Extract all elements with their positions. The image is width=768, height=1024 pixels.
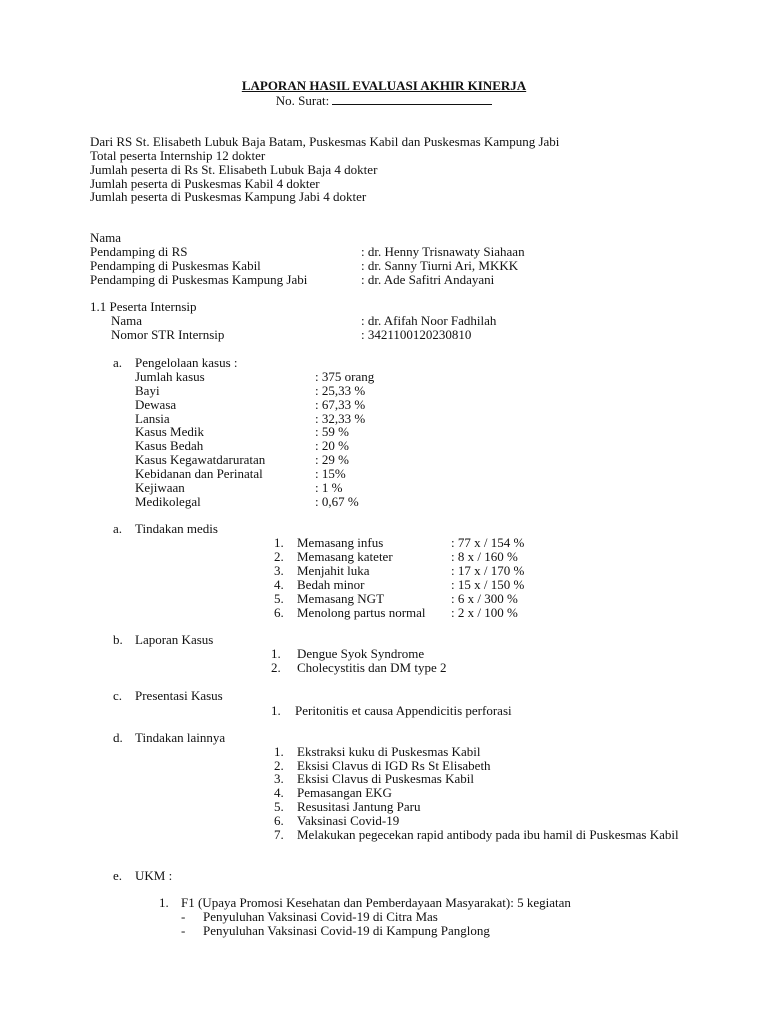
peserta-label: Nama — [111, 313, 143, 328]
peserta-value: : 3421100120230810 — [361, 327, 472, 342]
laporan-kasus-marker: b. — [113, 632, 123, 647]
intro-line: Jumlah peserta di Rs St. Elisabeth Lubuk Baja 4 dokter — [90, 162, 378, 177]
ukm-f1-label: F1 (Upaya Promosi Kesehatan dan Pemberdayaan Masyarakat): 5 kegiatan — [181, 895, 571, 910]
item-label: Melakukan pegecekan rapid antibody pada ibu hamil di Puskesmas Kabil — [297, 827, 679, 842]
ukm-marker: e. — [113, 868, 123, 883]
pengelolaan-heading: Pengelolaan kasus : — [135, 355, 238, 370]
intro-line: Jumlah peserta di Puskesmas Kabil 4 dokter — [90, 176, 320, 191]
tindakan-medis-marker: a. — [113, 521, 123, 536]
item-label: Menolong partus normal — [297, 605, 426, 620]
item-number: 5. — [274, 799, 284, 814]
item-number: 3. — [274, 771, 284, 786]
pengelolaan-label: Bayi — [135, 383, 160, 398]
pengelolaan-value: : 20 % — [315, 438, 349, 453]
letter-number — [0, 93, 768, 108]
item-label: Memasang infus — [297, 535, 384, 550]
pengelolaan-label: Kejiwaan — [135, 480, 185, 495]
item-label: Penyuluhan Vaksinasi Covid-19 di Citra Mas — [203, 909, 438, 924]
pengelolaan-label: Dewasa — [135, 397, 177, 412]
item-number: 2. — [274, 758, 284, 773]
item-number: 1. — [274, 535, 284, 550]
item-label: Memasang NGT — [297, 591, 385, 606]
item-number: 1. — [271, 646, 281, 661]
item-number: 4. — [274, 577, 284, 592]
pendamping-nama-label: Nama — [90, 230, 122, 245]
ukm-heading: UKM : — [135, 868, 173, 883]
pengelolaan-marker: a. — [113, 355, 123, 370]
pendamping-label: Pendamping di RS — [90, 244, 188, 259]
item-value: : 2 x / 100 % — [451, 605, 518, 620]
peserta-heading: 1.1 Peserta Internsip — [90, 299, 197, 314]
item-number: 5. — [274, 591, 284, 606]
item-number: 3. — [274, 563, 284, 578]
pengelolaan-label: Kasus Kegawatdaruratan — [135, 452, 266, 467]
tindakan-medis-heading: Tindakan medis — [135, 521, 218, 536]
item-value: : 17 x / 170 % — [451, 563, 525, 578]
pengelolaan-value: : 25,33 % — [315, 383, 366, 398]
item-label: Dengue Syok Syndrome — [297, 646, 425, 661]
pengelolaan-value: : 32,33 % — [315, 411, 366, 426]
item-label: Memasang kateter — [297, 549, 393, 564]
tindakan-lainnya-heading: Tindakan lainnya — [135, 730, 226, 745]
item-label: Pemasangan EKG — [297, 785, 392, 800]
intro-line: Jumlah peserta di Puskesmas Kampung Jabi 4 dokter — [90, 189, 367, 204]
peserta-value: : dr. Afifah Noor Fadhilah — [361, 313, 497, 328]
item-number: 7. — [274, 827, 284, 842]
item-number: 4. — [274, 785, 284, 800]
item-value: : 77 x / 154 % — [451, 535, 525, 550]
presentasi-kasus-heading: Presentasi Kasus — [135, 688, 223, 703]
item-label: Ekstraksi kuku di Puskesmas Kabil — [297, 744, 481, 759]
item-number: 2. — [271, 660, 281, 675]
item-label: Vaksinasi Covid-19 — [297, 813, 400, 828]
tindakan-lainnya-marker: d. — [113, 730, 123, 745]
item-label: Bedah minor — [297, 577, 365, 592]
item-label: Penyuluhan Vaksinasi Covid-19 di Kampung Panglong — [203, 923, 490, 938]
item-number: 1. — [274, 744, 284, 759]
letter-number-label: No. Surat: — [275, 93, 330, 108]
item-number: 6. — [274, 813, 284, 828]
pengelolaan-value: : 1 % — [315, 480, 343, 495]
report-title: LAPORAN HASIL EVALUASI AKHIR KINERJA — [241, 78, 527, 93]
pengelolaan-value: : 375 orang — [315, 369, 375, 384]
pengelolaan-value: : 67,33 % — [315, 397, 366, 412]
intro-line: Total peserta Internship 12 dokter — [90, 148, 266, 163]
pendamping-label: Pendamping di Puskesmas Kampung Jabi — [90, 272, 308, 287]
pengelolaan-label: Kasus Medik — [135, 424, 204, 439]
pengelolaan-label: Jumlah kasus — [135, 369, 205, 384]
pengelolaan-value: : 59 % — [315, 424, 349, 439]
item-number: 6. — [274, 605, 284, 620]
presentasi-kasus-marker: c. — [113, 688, 123, 703]
ukm-f1-number: 1. — [159, 895, 169, 910]
item-number: 1. — [271, 703, 281, 718]
item-dash: - — [181, 923, 186, 938]
pendamping-label: Pendamping di Puskesmas Kabil — [90, 258, 261, 273]
pendamping-value: : dr. Sanny Tiurni Ari, MKKK — [361, 258, 519, 273]
letter-number-blank-line — [332, 93, 492, 105]
pengelolaan-value: : 15% — [315, 466, 346, 481]
pengelolaan-label: Medikolegal — [135, 494, 201, 509]
item-value: : 15 x / 150 % — [451, 577, 525, 592]
pendamping-value: : dr. Henny Trisnawaty Siahaan — [361, 244, 525, 259]
item-label: Eksisi Clavus di Puskesmas Kabil — [297, 771, 474, 786]
pengelolaan-label: Kasus Bedah — [135, 438, 204, 453]
pengelolaan-label: Lansia — [135, 411, 170, 426]
pengelolaan-label: Kebidanan dan Perinatal — [135, 466, 263, 481]
item-label: Peritonitis et causa Appendicitis perforasi — [295, 703, 512, 718]
pendamping-value: : dr. Ade Safitri Andayani — [361, 272, 495, 287]
item-label: Resusitasi Jantung Paru — [297, 799, 421, 814]
intro-line: Dari RS St. Elisabeth Lubuk Baja Batam, Puskesmas Kabil dan Puskesmas Kampung Jabi — [90, 134, 560, 149]
item-label: Cholecystitis dan DM type 2 — [297, 660, 447, 675]
pengelolaan-value: : 29 % — [315, 452, 349, 467]
item-value: : 6 x / 300 % — [451, 591, 518, 606]
pengelolaan-value: : 0,67 % — [315, 494, 359, 509]
item-label: Eksisi Clavus di IGD Rs St Elisabeth — [297, 758, 491, 773]
item-label: Menjahit luka — [297, 563, 370, 578]
item-dash: - — [181, 909, 186, 924]
item-number: 2. — [274, 549, 284, 564]
item-value: : 8 x / 160 % — [451, 549, 518, 564]
peserta-label: Nomor STR Internsip — [111, 327, 225, 342]
laporan-kasus-heading: Laporan Kasus — [135, 632, 214, 647]
